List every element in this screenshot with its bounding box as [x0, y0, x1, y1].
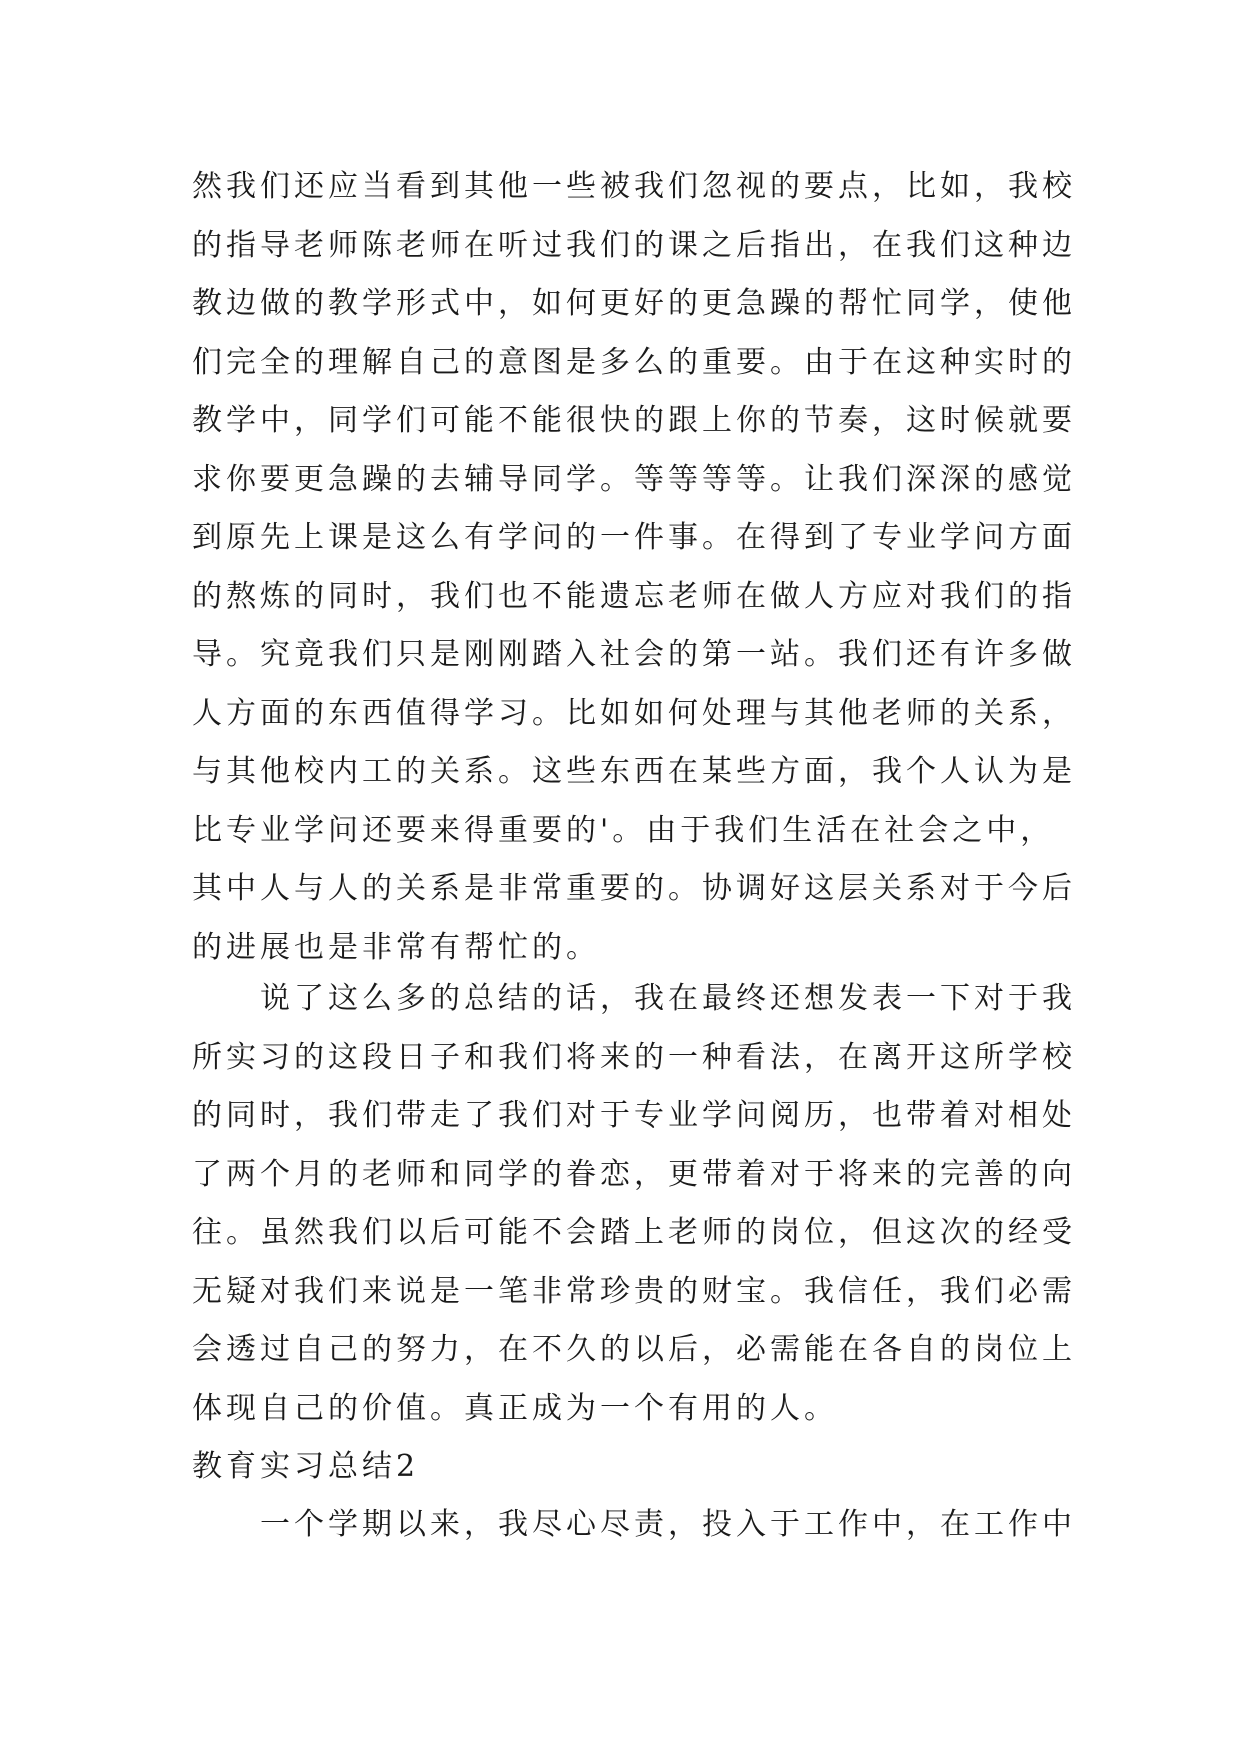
text-line: 所实习的这段日子和我们将来的一种看法，在离开这所学校 — [192, 1039, 1076, 1075]
section-heading-block — [192, 1438, 1072, 1497]
text-line: 往。虽然我们以后可能不会踏上老师的岗位，但这次的经受 — [192, 1215, 1076, 1250]
text-line: 无疑对我们来说是一笔非常珍贵的财宝。我信任，我们必需 — [192, 1273, 1076, 1309]
text-line: 的进展也是非常有帮忙的。 — [192, 929, 600, 965]
paragraph-next — [192, 1496, 1076, 1555]
text-line: 体现自己的价值。真正成为一个有用的人。 — [192, 1390, 838, 1426]
text-line: 说了这么多的总结的话，我在最终还想发表一下对于我 — [260, 981, 1076, 1016]
text-line: 然我们还应当看到其他一些被我们忽视的要点，比如，我校 — [192, 169, 1076, 204]
section-heading: 教育实习总结2 — [192, 1449, 420, 1484]
text-line: 其中人与人的关系是非常重要的。协调好这层关系对于今后 — [192, 871, 1076, 906]
text-line: 们完全的理解自己的意图是多么的重要。由于在这种实时的 — [192, 344, 1076, 380]
text-line: 到原先上课是这么有学问的一件事。在得到了专业学问方面 — [192, 520, 1076, 555]
text-line: 导。究竟我们只是刚刚踏入社会的第一站。我们还有许多做 — [192, 637, 1076, 672]
text-line: 的指导老师陈老师在听过我们的课之后指出，在我们这种边 — [192, 227, 1076, 263]
text-line: 会透过自己的努力，在不久的以后，必需能在各自的岗位上 — [192, 1332, 1076, 1367]
text-line: 与其他校内工的关系。这些东西在某些方面，我个人认为是 — [192, 754, 1076, 789]
text-line: 教学中，同学们可能不能很快的跟上你的节奏，这时候就要 — [192, 403, 1076, 438]
text-line: 一个学期以来，我尽心尽责，投入于工作中，在工作中 — [260, 1507, 1076, 1542]
paragraph-continued — [192, 158, 1076, 977]
text-line: 教边做的教学形式中，如何更好的更急躁的帮忙同学，使他 — [192, 286, 1076, 321]
text-line: 比专业学问还要来得重要的'。由于我们生活在社会之中， — [192, 812, 1055, 848]
paragraph-conclusion — [192, 970, 1076, 1438]
text-line: 的同时，我们带走了我们对于专业学问阅历，也带着对相处 — [192, 1098, 1076, 1133]
text-line: 求你要更急躁的去辅导同学。等等等等。让我们深深的感觉 — [192, 461, 1076, 497]
text-line: 了两个月的老师和同学的眷恋，更带着对于将来的完善的向 — [192, 1156, 1076, 1192]
text-line: 的熬炼的同时，我们也不能遗忘老师在做人方应对我们的指 — [192, 578, 1076, 614]
text-line: 人方面的东西值得学习。比如如何处理与其他老师的关系， — [192, 695, 1076, 731]
